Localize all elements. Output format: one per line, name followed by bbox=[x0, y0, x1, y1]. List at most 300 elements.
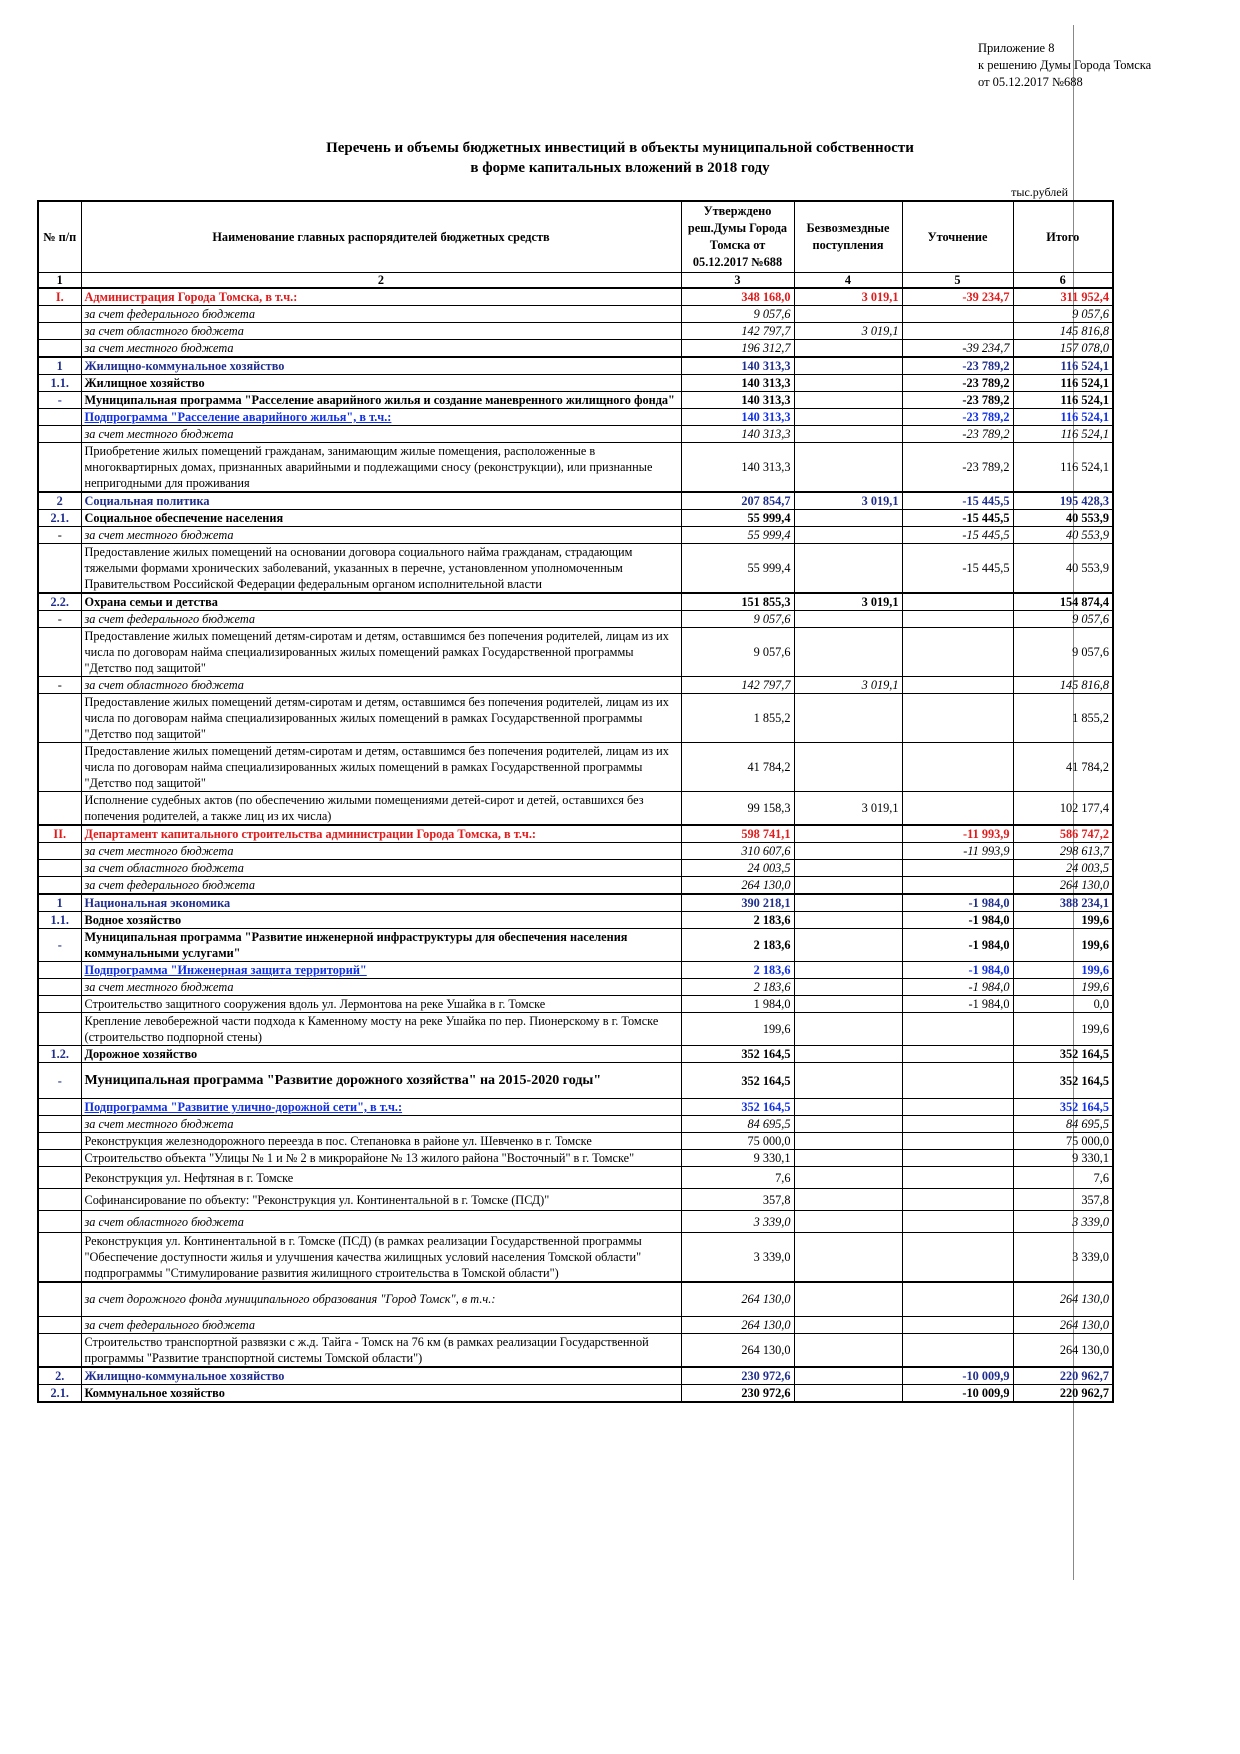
approved-amount: 3 339,0 bbox=[681, 1233, 794, 1283]
total-amount: 102 177,4 bbox=[1013, 792, 1113, 826]
grants-amount bbox=[794, 510, 902, 527]
grants-amount bbox=[794, 929, 902, 962]
table-row bbox=[38, 825, 1113, 843]
grants-amount: 3 019,1 bbox=[794, 593, 902, 611]
row-number bbox=[38, 340, 81, 358]
subprogram-label: Подпрограмма "Расселение аварийного жилья", в т.ч.: bbox=[84, 410, 392, 424]
total-amount: 9 057,6 bbox=[1013, 628, 1113, 677]
table-row bbox=[38, 912, 1113, 929]
grants-amount bbox=[794, 1150, 902, 1167]
row-name: за счет областного бюджета bbox=[81, 323, 681, 340]
row-number: - bbox=[38, 929, 81, 962]
approved-amount: 140 313,3 bbox=[681, 426, 794, 443]
row-name bbox=[81, 962, 681, 979]
adjustment-amount: -39 234,7 bbox=[902, 340, 1013, 358]
adjustment-amount bbox=[902, 1167, 1013, 1189]
grants-amount bbox=[794, 409, 902, 426]
approved-amount: 140 313,3 bbox=[681, 409, 794, 426]
row-number: 2.2. bbox=[38, 593, 81, 611]
total-amount: 199,6 bbox=[1013, 1013, 1113, 1046]
row-number: 1 bbox=[38, 894, 81, 912]
adjustment-amount bbox=[902, 1233, 1013, 1283]
row-number bbox=[38, 323, 81, 340]
total-amount: 9 057,6 bbox=[1013, 611, 1113, 628]
row-name bbox=[81, 1099, 681, 1116]
table-row bbox=[38, 1099, 1113, 1116]
grants-amount bbox=[794, 860, 902, 877]
total-amount: 352 164,5 bbox=[1013, 1063, 1113, 1099]
table-row bbox=[38, 677, 1113, 694]
row-name: за счет областного бюджета bbox=[81, 1211, 681, 1233]
row-name: за счет местного бюджета bbox=[81, 1116, 681, 1133]
row-number: I. bbox=[38, 288, 81, 306]
approved-amount: 1 984,0 bbox=[681, 996, 794, 1013]
table-header-row bbox=[38, 201, 1113, 273]
row-number: 2.1. bbox=[38, 1384, 81, 1402]
table-row bbox=[38, 979, 1113, 996]
adjustment-amount: -1 984,0 bbox=[902, 929, 1013, 962]
table-row bbox=[38, 443, 1113, 493]
total-amount: 220 962,7 bbox=[1013, 1367, 1113, 1385]
row-number bbox=[38, 877, 81, 895]
adjustment-amount bbox=[902, 1116, 1013, 1133]
total-amount: 3 339,0 bbox=[1013, 1211, 1113, 1233]
adjustment-amount bbox=[902, 860, 1013, 877]
grants-amount bbox=[794, 443, 902, 493]
appendix-line: от 05.12.2017 №688 bbox=[978, 75, 1083, 89]
approved-amount: 598 741,1 bbox=[681, 825, 794, 843]
total-amount: 195 428,3 bbox=[1013, 492, 1113, 510]
total-amount: 9 330,1 bbox=[1013, 1150, 1113, 1167]
total-amount: 352 164,5 bbox=[1013, 1099, 1113, 1116]
approved-amount: 9 057,6 bbox=[681, 306, 794, 323]
row-name: за счет местного бюджета bbox=[81, 340, 681, 358]
row-number: - bbox=[38, 677, 81, 694]
table-row bbox=[38, 1333, 1113, 1367]
approved-amount: 230 972,6 bbox=[681, 1384, 794, 1402]
row-number bbox=[38, 1150, 81, 1167]
row-name: Жилищное хозяйство bbox=[81, 375, 681, 392]
adjustment-amount: -23 789,2 bbox=[902, 443, 1013, 493]
row-name: Муниципальная программа "Развитие дорожного хозяйства" на 2015-2020 годы" bbox=[81, 1063, 681, 1099]
row-number: - bbox=[38, 611, 81, 628]
adjustment-amount bbox=[902, 1099, 1013, 1116]
approved-amount: 142 797,7 bbox=[681, 677, 794, 694]
grants-amount: 3 019,1 bbox=[794, 323, 902, 340]
row-number bbox=[38, 1211, 81, 1233]
total-amount: 116 524,1 bbox=[1013, 409, 1113, 426]
adjustment-amount: -23 789,2 bbox=[902, 357, 1013, 375]
row-name: за счет местного бюджета bbox=[81, 426, 681, 443]
approved-amount: 142 797,7 bbox=[681, 323, 794, 340]
row-number: - bbox=[38, 392, 81, 409]
table-row bbox=[38, 1282, 1113, 1316]
row-number bbox=[38, 443, 81, 493]
grants-amount bbox=[794, 375, 902, 392]
row-number bbox=[38, 1316, 81, 1333]
row-name: за счет местного бюджета bbox=[81, 843, 681, 860]
adjustment-amount: -15 445,5 bbox=[902, 492, 1013, 510]
subprogram-label: Подпрограмма "Развитие улично-дорожной сети", в т.ч.: bbox=[84, 1100, 403, 1114]
column-number: 4 bbox=[794, 273, 902, 289]
row-name: за счет федерального бюджета bbox=[81, 611, 681, 628]
table-row bbox=[38, 492, 1113, 510]
adjustment-amount: -10 009,9 bbox=[902, 1367, 1013, 1385]
row-name: за счет местного бюджета bbox=[81, 527, 681, 544]
grants-amount bbox=[794, 877, 902, 895]
table-row bbox=[38, 877, 1113, 895]
table-row bbox=[38, 593, 1113, 611]
adjustment-amount bbox=[902, 1046, 1013, 1063]
total-amount: 41 784,2 bbox=[1013, 743, 1113, 792]
approved-amount: 352 164,5 bbox=[681, 1099, 794, 1116]
total-amount: 199,6 bbox=[1013, 929, 1113, 962]
table-row bbox=[38, 860, 1113, 877]
row-name: Приобретение жилых помещений гражданам, занимающим жилые помещения, расположенные в многоквартирных домах, признанных аварийными и подлежащими сносу (реконструкции), или признанные непригодными для проживания bbox=[81, 443, 681, 493]
grants-amount bbox=[794, 743, 902, 792]
grants-amount bbox=[794, 426, 902, 443]
column-number: 5 bbox=[902, 273, 1013, 289]
table-row bbox=[38, 929, 1113, 962]
adjustment-amount bbox=[902, 877, 1013, 895]
subprogram-label: Подпрограмма "Инженерная защита территорий" bbox=[84, 963, 367, 977]
row-number: II. bbox=[38, 825, 81, 843]
grants-amount bbox=[794, 1211, 902, 1233]
row-number bbox=[38, 1189, 81, 1211]
table-row bbox=[38, 409, 1113, 426]
approved-amount: 55 999,4 bbox=[681, 510, 794, 527]
adjustment-amount: -11 993,9 bbox=[902, 843, 1013, 860]
table-row bbox=[38, 340, 1113, 358]
column-header-adjustment: Уточнение bbox=[902, 201, 1013, 273]
adjustment-amount bbox=[902, 694, 1013, 743]
total-amount: 199,6 bbox=[1013, 912, 1113, 929]
row-name: за счет местного бюджета bbox=[81, 979, 681, 996]
row-number: 2 bbox=[38, 492, 81, 510]
adjustment-amount: -1 984,0 bbox=[902, 962, 1013, 979]
total-amount: 264 130,0 bbox=[1013, 1333, 1113, 1367]
table-row bbox=[38, 288, 1113, 306]
table-row bbox=[38, 894, 1113, 912]
grants-amount bbox=[794, 1167, 902, 1189]
adjustment-amount bbox=[902, 1013, 1013, 1046]
approved-amount: 84 695,5 bbox=[681, 1116, 794, 1133]
approved-amount: 140 313,3 bbox=[681, 443, 794, 493]
row-number bbox=[38, 1013, 81, 1046]
row-number bbox=[38, 979, 81, 996]
approved-amount: 230 972,6 bbox=[681, 1367, 794, 1385]
grants-amount bbox=[794, 611, 902, 628]
table-row bbox=[38, 611, 1113, 628]
row-number bbox=[38, 306, 81, 323]
adjustment-amount: -15 445,5 bbox=[902, 510, 1013, 527]
row-number bbox=[38, 1133, 81, 1150]
total-amount: 116 524,1 bbox=[1013, 426, 1113, 443]
table-row bbox=[38, 527, 1113, 544]
row-name: Муниципальная программа "Расселение аварийного жилья и создание маневренного жилищного фонда" bbox=[81, 392, 681, 409]
approved-amount: 310 607,6 bbox=[681, 843, 794, 860]
approved-amount: 199,6 bbox=[681, 1013, 794, 1046]
adjustment-amount bbox=[902, 677, 1013, 694]
adjustment-amount: -23 789,2 bbox=[902, 426, 1013, 443]
approved-amount: 9 330,1 bbox=[681, 1150, 794, 1167]
total-amount: 586 747,2 bbox=[1013, 825, 1113, 843]
total-amount: 1 855,2 bbox=[1013, 694, 1113, 743]
grants-amount bbox=[794, 306, 902, 323]
table-row bbox=[38, 1367, 1113, 1385]
investment-table bbox=[37, 200, 1114, 1403]
adjustment-amount: -23 789,2 bbox=[902, 409, 1013, 426]
grants-amount bbox=[794, 1013, 902, 1046]
adjustment-amount bbox=[902, 743, 1013, 792]
row-number bbox=[38, 860, 81, 877]
total-amount: 264 130,0 bbox=[1013, 1282, 1113, 1316]
total-amount: 264 130,0 bbox=[1013, 1316, 1113, 1333]
grants-amount bbox=[794, 843, 902, 860]
table-row bbox=[38, 1046, 1113, 1063]
row-name: за счет областного бюджета bbox=[81, 677, 681, 694]
row-number bbox=[38, 1233, 81, 1283]
row-number bbox=[38, 962, 81, 979]
approved-amount: 140 313,3 bbox=[681, 375, 794, 392]
row-number bbox=[38, 1099, 81, 1116]
grants-amount bbox=[794, 544, 902, 594]
approved-amount: 264 130,0 bbox=[681, 1333, 794, 1367]
grants-amount bbox=[794, 357, 902, 375]
total-amount: 311 952,4 bbox=[1013, 288, 1113, 306]
total-amount: 40 553,9 bbox=[1013, 527, 1113, 544]
approved-amount: 7,6 bbox=[681, 1167, 794, 1189]
total-amount: 9 057,6 bbox=[1013, 306, 1113, 323]
approved-amount: 140 313,3 bbox=[681, 357, 794, 375]
row-number bbox=[38, 409, 81, 426]
total-amount: 154 874,4 bbox=[1013, 593, 1113, 611]
row-number bbox=[38, 1282, 81, 1316]
table-row bbox=[38, 426, 1113, 443]
row-name: Охрана семьи и детства bbox=[81, 593, 681, 611]
row-number bbox=[38, 1116, 81, 1133]
column-header-number: № п/п bbox=[38, 201, 81, 273]
table-row bbox=[38, 1189, 1113, 1211]
total-amount: 357,8 bbox=[1013, 1189, 1113, 1211]
grants-amount bbox=[794, 1046, 902, 1063]
row-name: Социальная политика bbox=[81, 492, 681, 510]
approved-amount: 264 130,0 bbox=[681, 877, 794, 895]
approved-amount: 9 057,6 bbox=[681, 628, 794, 677]
column-number: 1 bbox=[38, 273, 81, 289]
approved-amount: 99 158,3 bbox=[681, 792, 794, 826]
approved-amount: 352 164,5 bbox=[681, 1063, 794, 1099]
row-number: 2.1. bbox=[38, 510, 81, 527]
approved-amount: 348 168,0 bbox=[681, 288, 794, 306]
appendix-line: Приложение 8 bbox=[978, 41, 1055, 55]
adjustment-amount: -23 789,2 bbox=[902, 375, 1013, 392]
total-amount: 145 816,8 bbox=[1013, 677, 1113, 694]
approved-amount: 207 854,7 bbox=[681, 492, 794, 510]
approved-amount: 2 183,6 bbox=[681, 912, 794, 929]
grants-amount bbox=[794, 1282, 902, 1316]
table-row bbox=[38, 743, 1113, 792]
row-number bbox=[38, 792, 81, 826]
row-name: Исполнение судебных актов (по обеспечению жилыми помещениями детей-сирот и детей, оставшихся без попечения родителей, а также лиц из их числа) bbox=[81, 792, 681, 826]
grants-amount: 3 019,1 bbox=[794, 792, 902, 826]
approved-amount: 2 183,6 bbox=[681, 929, 794, 962]
grants-amount bbox=[794, 825, 902, 843]
column-number: 2 bbox=[81, 273, 681, 289]
total-amount: 40 553,9 bbox=[1013, 544, 1113, 594]
approved-amount: 55 999,4 bbox=[681, 527, 794, 544]
row-name: Социальное обеспечение населения bbox=[81, 510, 681, 527]
grants-amount: 3 019,1 bbox=[794, 492, 902, 510]
row-name: за счет областного бюджета bbox=[81, 860, 681, 877]
total-amount: 220 962,7 bbox=[1013, 1384, 1113, 1402]
total-amount: 75 000,0 bbox=[1013, 1133, 1113, 1150]
adjustment-amount bbox=[902, 611, 1013, 628]
row-number bbox=[38, 743, 81, 792]
total-amount: 7,6 bbox=[1013, 1167, 1113, 1189]
document-title bbox=[0, 138, 1240, 178]
column-number: 6 bbox=[1013, 273, 1113, 289]
grants-amount bbox=[794, 694, 902, 743]
row-name: Реконструкция ул. Континентальной в г. Томске (ПСД) (в рамках реализации Государственной программы "Обеспечение доступности жилья и улучшения качества жилищных условий населения Томской области" подпрограммы "Стимулирование развития жилищного строительства в Томской области") bbox=[81, 1233, 681, 1283]
row-number bbox=[38, 1167, 81, 1189]
adjustment-amount bbox=[902, 792, 1013, 826]
grants-amount: 3 019,1 bbox=[794, 677, 902, 694]
row-name: Коммунальное хозяйство bbox=[81, 1384, 681, 1402]
table-row bbox=[38, 843, 1113, 860]
total-amount: 116 524,1 bbox=[1013, 357, 1113, 375]
row-name: Муниципальная программа "Развитие инженерной инфраструктуры для обеспечения населения коммунальными услугами" bbox=[81, 929, 681, 962]
approved-amount: 151 855,3 bbox=[681, 593, 794, 611]
adjustment-amount bbox=[902, 1133, 1013, 1150]
grants-amount bbox=[794, 1367, 902, 1385]
table-row bbox=[38, 1316, 1113, 1333]
table-row bbox=[38, 1233, 1113, 1283]
adjustment-amount bbox=[902, 593, 1013, 611]
row-number bbox=[38, 426, 81, 443]
grants-amount bbox=[794, 1316, 902, 1333]
row-name: за счет федерального бюджета bbox=[81, 877, 681, 895]
row-number: 2. bbox=[38, 1367, 81, 1385]
column-number-row bbox=[38, 273, 1113, 289]
title-line-1: Перечень и объемы бюджетных инвестиций в объекты муниципальной собственности bbox=[326, 140, 914, 156]
approved-amount: 390 218,1 bbox=[681, 894, 794, 912]
row-name: Администрация Города Томска, в т.ч.: bbox=[81, 288, 681, 306]
row-number: - bbox=[38, 1063, 81, 1099]
units-label: тыс.рублей bbox=[1011, 185, 1068, 199]
row-name: Департамент капитального строительства администрации Города Томска, в т.ч.: bbox=[81, 825, 681, 843]
row-number bbox=[38, 843, 81, 860]
table-body bbox=[38, 288, 1113, 1402]
approved-amount: 1 855,2 bbox=[681, 694, 794, 743]
row-name: Софинансирование по объекту: "Реконструкция ул. Континентальной в г. Томске (ПСД)" bbox=[81, 1189, 681, 1211]
row-number: 1.1. bbox=[38, 912, 81, 929]
table-row bbox=[38, 1211, 1113, 1233]
table-row bbox=[38, 544, 1113, 594]
table-row bbox=[38, 694, 1113, 743]
row-name: Предоставление жилых помещений детям-сиротам и детям, оставшимся без попечения родителей, лицам из их числа по договорам найма специализированных жилых помещений в рамках Государственной программы "Детство под защитой" bbox=[81, 694, 681, 743]
total-amount: 24 003,5 bbox=[1013, 860, 1113, 877]
adjustment-amount bbox=[902, 323, 1013, 340]
grants-amount bbox=[794, 1233, 902, 1283]
table-row bbox=[38, 1384, 1113, 1402]
approved-amount: 264 130,0 bbox=[681, 1316, 794, 1333]
grants-amount bbox=[794, 340, 902, 358]
appendix-line: к решению Думы Города Томска bbox=[978, 58, 1152, 72]
row-name: Строительство защитного сооружения вдоль ул. Лермонтова на реке Ушайка в г. Томске bbox=[81, 996, 681, 1013]
table-row bbox=[38, 510, 1113, 527]
grants-amount bbox=[794, 1133, 902, 1150]
appendix-note bbox=[978, 40, 1151, 91]
adjustment-amount: -1 984,0 bbox=[902, 996, 1013, 1013]
column-number: 3 bbox=[681, 273, 794, 289]
approved-amount: 140 313,3 bbox=[681, 392, 794, 409]
row-number bbox=[38, 1333, 81, 1367]
row-name: Предоставление жилых помещений детям-сиротам и детям, оставшимся без попечения родителей, лицам из их числа по договорам найма специализированных жилых помещений рамках Государственной программы "Детство под защитой" bbox=[81, 628, 681, 677]
adjustment-amount bbox=[902, 628, 1013, 677]
row-name: Реконструкция железнодорожного переезда в пос. Степановка в районе ул. Шевченко в г. Томске bbox=[81, 1133, 681, 1150]
row-name: Предоставление жилых помещений детям-сиротам и детям, оставшимся без попечения родителей, лицам из их числа по договорам найма специализированных жилых помещений в рамках Государственной программы "Детство под защитой" bbox=[81, 743, 681, 792]
adjustment-amount bbox=[902, 1063, 1013, 1099]
row-number: 1.1. bbox=[38, 375, 81, 392]
total-amount: 116 524,1 bbox=[1013, 392, 1113, 409]
row-number: 1 bbox=[38, 357, 81, 375]
title-line-2: в форме капитальных вложений в 2018 году bbox=[470, 160, 770, 176]
approved-amount: 357,8 bbox=[681, 1189, 794, 1211]
row-name: Предоставление жилых помещений на основании договора социального найма гражданам, страдающим тяжелыми формами хронических заболеваний, указанных в перечне, установленном уполномоченным Правительством Российской Федерации федеральным органом исполнительной власти bbox=[81, 544, 681, 594]
table-row bbox=[38, 375, 1113, 392]
approved-amount: 55 999,4 bbox=[681, 544, 794, 594]
total-amount: 388 234,1 bbox=[1013, 894, 1113, 912]
approved-amount: 264 130,0 bbox=[681, 1282, 794, 1316]
grants-amount bbox=[794, 962, 902, 979]
approved-amount: 9 057,6 bbox=[681, 611, 794, 628]
row-name bbox=[81, 409, 681, 426]
total-amount: 352 164,5 bbox=[1013, 1046, 1113, 1063]
adjustment-amount: -1 984,0 bbox=[902, 894, 1013, 912]
total-amount: 40 553,9 bbox=[1013, 510, 1113, 527]
approved-amount: 24 003,5 bbox=[681, 860, 794, 877]
total-amount: 199,6 bbox=[1013, 962, 1113, 979]
row-name: за счет дорожного фонда муниципального образования "Город Томск", в т.ч.: bbox=[81, 1282, 681, 1316]
row-name: Национальная экономика bbox=[81, 894, 681, 912]
adjustment-amount: -23 789,2 bbox=[902, 392, 1013, 409]
table-row bbox=[38, 323, 1113, 340]
grants-amount bbox=[794, 1189, 902, 1211]
row-number bbox=[38, 694, 81, 743]
adjustment-amount bbox=[902, 1189, 1013, 1211]
grants-amount bbox=[794, 527, 902, 544]
adjustment-amount: -15 445,5 bbox=[902, 544, 1013, 594]
grants-amount bbox=[794, 392, 902, 409]
grants-amount bbox=[794, 1333, 902, 1367]
table-row bbox=[38, 1133, 1113, 1150]
row-name: Дорожное хозяйство bbox=[81, 1046, 681, 1063]
row-name: Жилищно-коммунальное хозяйство bbox=[81, 1367, 681, 1385]
grants-amount: 3 019,1 bbox=[794, 288, 902, 306]
table-row bbox=[38, 357, 1113, 375]
row-name: Крепление левобережной части подхода к Каменному мосту на реке Ушайка по пер. Пионерскому в г. Томске (строительство подпорной стены) bbox=[81, 1013, 681, 1046]
approved-amount: 75 000,0 bbox=[681, 1133, 794, 1150]
table-row bbox=[38, 306, 1113, 323]
grants-amount bbox=[794, 996, 902, 1013]
table-row bbox=[38, 792, 1113, 826]
grants-amount bbox=[794, 894, 902, 912]
row-number bbox=[38, 544, 81, 594]
adjustment-amount: -10 009,9 bbox=[902, 1384, 1013, 1402]
table-row bbox=[38, 1063, 1113, 1099]
adjustment-amount bbox=[902, 1211, 1013, 1233]
